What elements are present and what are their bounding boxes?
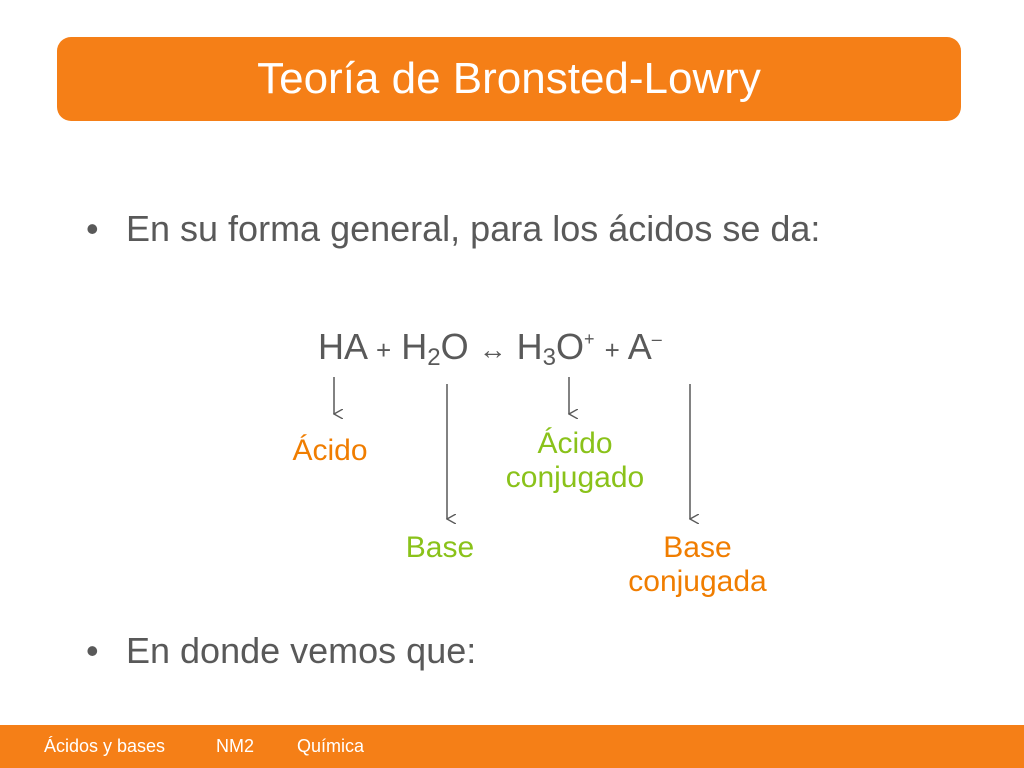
- footer-topic: Ácidos y bases: [44, 736, 166, 756]
- label-conjugate-acid: Ácido conjugado: [505, 427, 645, 494]
- reactant-h2o: $H_2O$: [401, 326, 469, 371]
- product-h3o: $H_3O^+$: [516, 326, 595, 371]
- bullet-icon: •: [86, 208, 99, 249]
- label-conjugate-base: Base conjugada: [628, 531, 767, 598]
- equilibrium-arrow-icon: ↔: [478, 334, 507, 365]
- product-a: A–: [627, 326, 662, 367]
- plus-sign: +: [604, 335, 620, 365]
- plus-sign: +: [376, 335, 392, 365]
- label-acid: Ácido: [292, 434, 368, 467]
- slide-title: Teoría de Bronsted-Lowry: [257, 54, 761, 103]
- footer-level: NM2: [216, 736, 255, 756]
- footer-subject: Química: [297, 736, 365, 756]
- bullet-icon: •: [86, 630, 99, 671]
- bullet-text: En su forma general, para los ácidos se da:: [126, 208, 821, 249]
- label-base: Base: [405, 531, 475, 564]
- footer-bar: [0, 725, 1024, 768]
- reactant-ha: HA: [318, 326, 367, 367]
- bullet-item: [86, 630, 476, 672]
- bullet-text: En donde vemos que:: [126, 630, 477, 671]
